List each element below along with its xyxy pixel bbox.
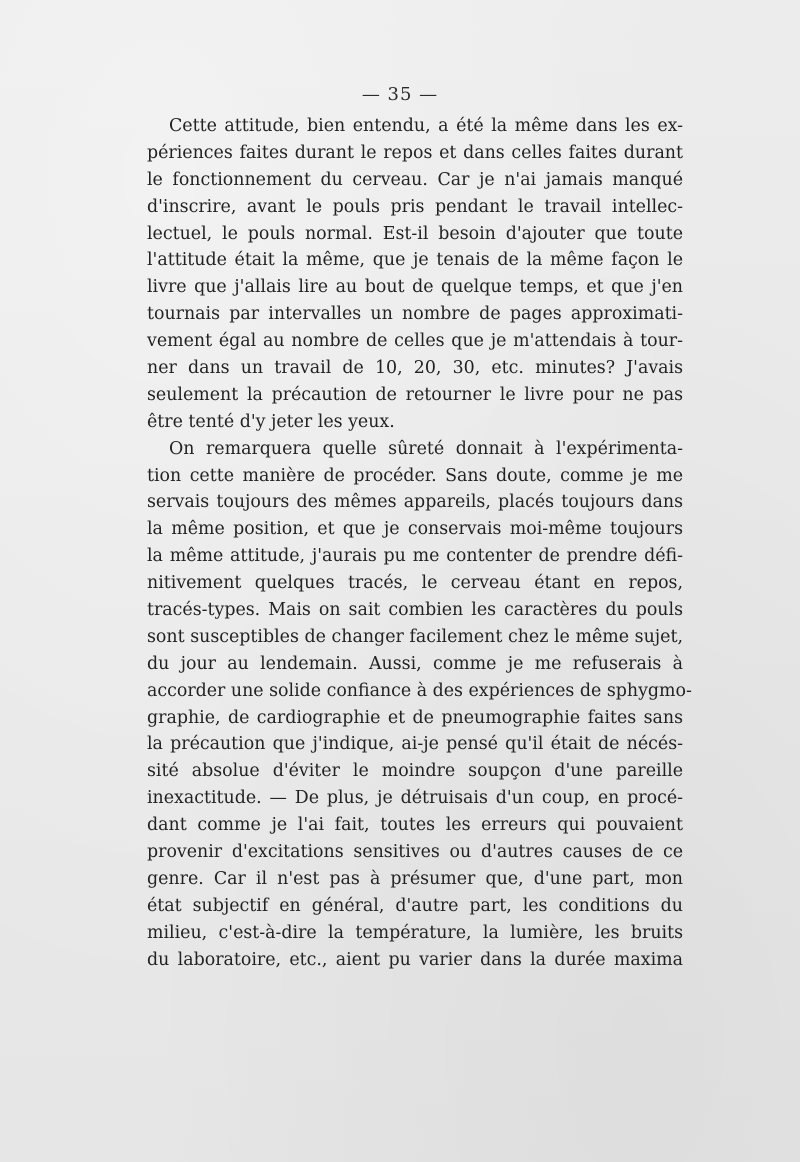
text-line: accorder une solide confiance à des expériences de sphygmo- — [147, 680, 692, 701]
text-line: du laboratoire, etc., aient pu varier dans la durée maxima — [147, 949, 683, 970]
text-line: du jour au lendemain. Aussi, comme je me refuserais à — [147, 653, 683, 674]
text-line: Cette attitude, bien entendu, a été la même dans les ex- — [169, 116, 683, 136]
text-line: tion cette manière de procéder. Sans doute, comme je me — [147, 465, 683, 486]
text-line: la même attitude, j'aurais pu me contenter de prendre défi- — [147, 546, 683, 567]
text-line: sont susceptibles de changer facilement chez le même sujet, — [147, 626, 683, 647]
text-line: périences faites durant le repos et dans celles faites durant — [147, 142, 683, 163]
text-line: dant comme je l'ai fait, toutes les erreurs qui pouvaient — [147, 815, 683, 836]
text-line: nitivement quelques tracés, le cerveau étant en repos, — [147, 573, 683, 594]
text-line: d'inscrire, avant le pouls pris pendant le travail intellec- — [147, 196, 683, 217]
page-number: — 35 — — [361, 84, 439, 105]
text-line: vement égal au nombre de celles que je m'attendais à tour- — [147, 331, 683, 352]
text-line: être tenté d'y jeter les yeux. — [147, 411, 395, 432]
text-line: état subjectif en général, d'autre part, les conditions du — [147, 895, 683, 916]
text-line: tournais par intervalles un nombre de pages approximati- — [147, 304, 683, 325]
text-line: livre que j'allais lire au bout de quelque temps, et que j'en — [147, 277, 683, 298]
body-text — [147, 113, 692, 974]
text-line: seulement la précaution de retourner le livre pour ne pas — [147, 384, 683, 405]
text-line: la précaution que j'indique, ai-je pensé qu'il était de nécés- — [147, 734, 683, 755]
text-line: ner dans un travail de 10, 20, 30, etc. minutes? J'avais — [147, 358, 683, 379]
text-line: inexactitude. — De plus, je détruisais d'un coup, en procé- — [147, 788, 683, 809]
text-line: tracés-types. Mais on sait combien les caractères du pouls — [147, 600, 683, 621]
text-line: lectuel, le pouls normal. Est-il besoin d'ajouter que toute — [147, 223, 683, 244]
text-line: servais toujours des mêmes appareils, placés toujours dans — [147, 492, 683, 513]
text-line: genre. Car il n'est pas à présumer que, d'une part, mon — [147, 868, 683, 889]
text-line: milieu, c'est-à-dire la température, la lumière, les bruits — [147, 922, 683, 943]
text-line: l'attitude était la même, que je tenais de la même façon le — [147, 250, 683, 271]
text-line: sité absolue d'éviter le moindre soupçon d'une pareille — [147, 761, 683, 782]
text-line: provenir d'excitations sensitives ou d'autres causes de ce — [147, 842, 683, 863]
text-line: le fonctionnement du cerveau. Car je n'ai jamais manqué — [147, 169, 683, 190]
text-line: graphie, de cardiographie et de pneumographie faites sans — [147, 707, 683, 728]
text-line: la même position, et que je conservais moi-même toujours — [147, 519, 683, 540]
text-line: On remarquera quelle sûreté donnait à l'expérimenta- — [169, 438, 683, 459]
